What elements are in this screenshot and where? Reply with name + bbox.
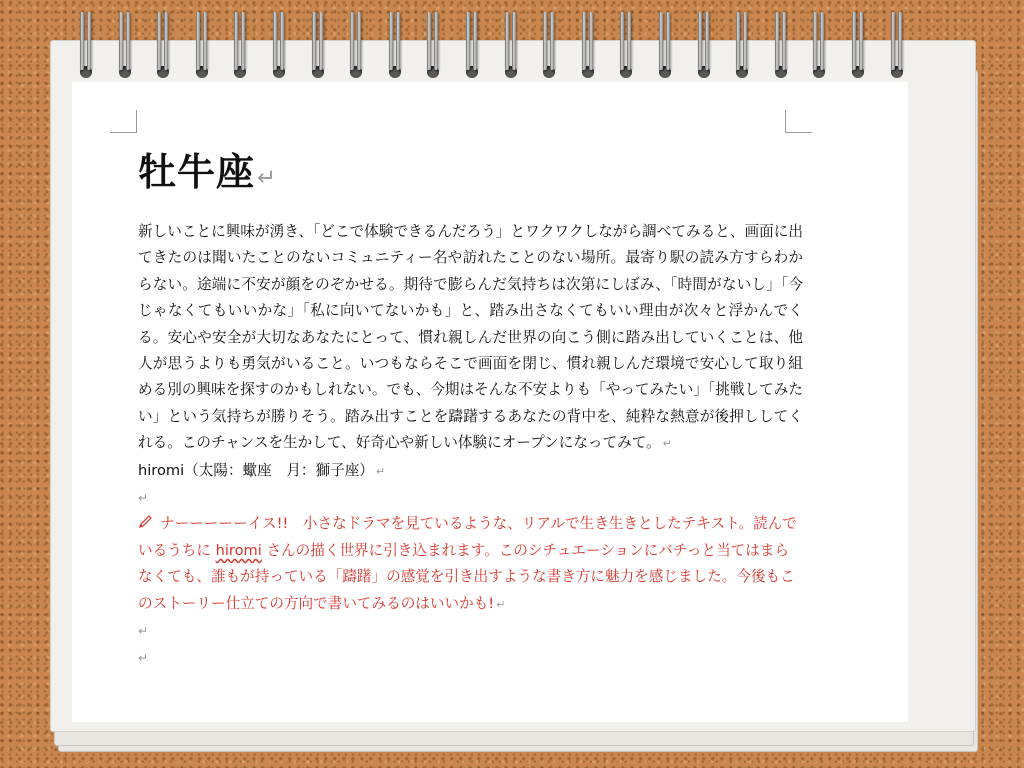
binding-ring (541, 12, 557, 78)
binding-ring (734, 12, 750, 78)
binding-ring (117, 12, 133, 78)
binding-ring (696, 12, 712, 78)
page-corner-mark (785, 110, 812, 133)
binding-ring (310, 12, 326, 78)
binding-ring (387, 12, 403, 78)
author-line: hiromi（太陽：蠍座 月：獅子座） ↵ (138, 461, 386, 479)
return-mark: ↵ (662, 437, 672, 451)
document-title: 牡牛座↵ (138, 150, 278, 194)
binding-ring (811, 12, 827, 78)
binding-ring (503, 12, 519, 78)
binding-ring (155, 12, 171, 78)
review-comment: ナーーーーーイス!! 小さなドラマを見ているような、リアルで生き生きとしたテキスト。読んでいるうちに hiromi さんの描く世界に引き込まれます。このシチュエーションにバチっと当てはまらなくても、誰もが持っている「躊躇」の感覚を引き出すような書き方に魅力を感じました。今後もこのストーリー仕立ての方向で書いてみるのはいいかも! ↵ (138, 515, 797, 612)
empty-paragraph: ↵ (138, 624, 149, 639)
binding-ring (425, 12, 441, 78)
page-corner-mark (110, 110, 137, 133)
binding-ring (271, 12, 287, 78)
binding-ring (850, 12, 866, 78)
pencil-icon (138, 515, 154, 529)
binding-ring (464, 12, 480, 78)
spiral-binding (0, 0, 1024, 100)
binding-ring (773, 12, 789, 78)
author-name: hiromi (215, 541, 262, 559)
return-mark: ↵ (257, 165, 278, 191)
binding-ring (657, 12, 673, 78)
document-content (138, 145, 803, 671)
return-mark: ↵ (496, 597, 506, 611)
binding-ring (232, 12, 248, 78)
binding-ring (348, 12, 364, 78)
empty-paragraph: ↵ (138, 491, 149, 506)
binding-ring (580, 12, 596, 78)
empty-paragraph: ↵ (138, 650, 149, 665)
binding-ring (78, 12, 94, 78)
binding-ring (618, 12, 634, 78)
binding-ring (194, 12, 210, 78)
body-paragraph: 新しいことに興味が湧き、「どこで体験できるんだろう」とワクワクしながら調べてみると、画面に出てきたのは聞いたことのないコミュニティー名や訪れたことのない場所。最寄り駅の読み方すらわからない。途端に不安が顔をのぞかせる。期待で膨らんだ気持ちは次第にしぼみ、「時間がないし」「今じゃなくてもいいかな」「私に向いてないかも」と、踏み出さなくてもいい理由が次々と浮かんでくる。安心や安全が大切なあなたにとって、慣れ親しんだ世界の向こう側に踏み出していくことは、他人が思うよりも勇気がいること。いつもならそこで画面を閉じ、慣れ親しんだ環境で安心して取り組める別の興味を探すのかもしれない。でも、今期はそんな不安よりも「やってみたい」「挑戦してみたい」という気持ちが勝りそう。踏み出すことを躊躇するあなたの背中を、純粋な熱意が後押ししてくれる。このチャンスを生かして、好奇心や新しい体験にオープンになってみて。 ↵ (138, 223, 803, 452)
return-mark: ↵ (375, 464, 386, 478)
binding-ring (889, 12, 905, 78)
